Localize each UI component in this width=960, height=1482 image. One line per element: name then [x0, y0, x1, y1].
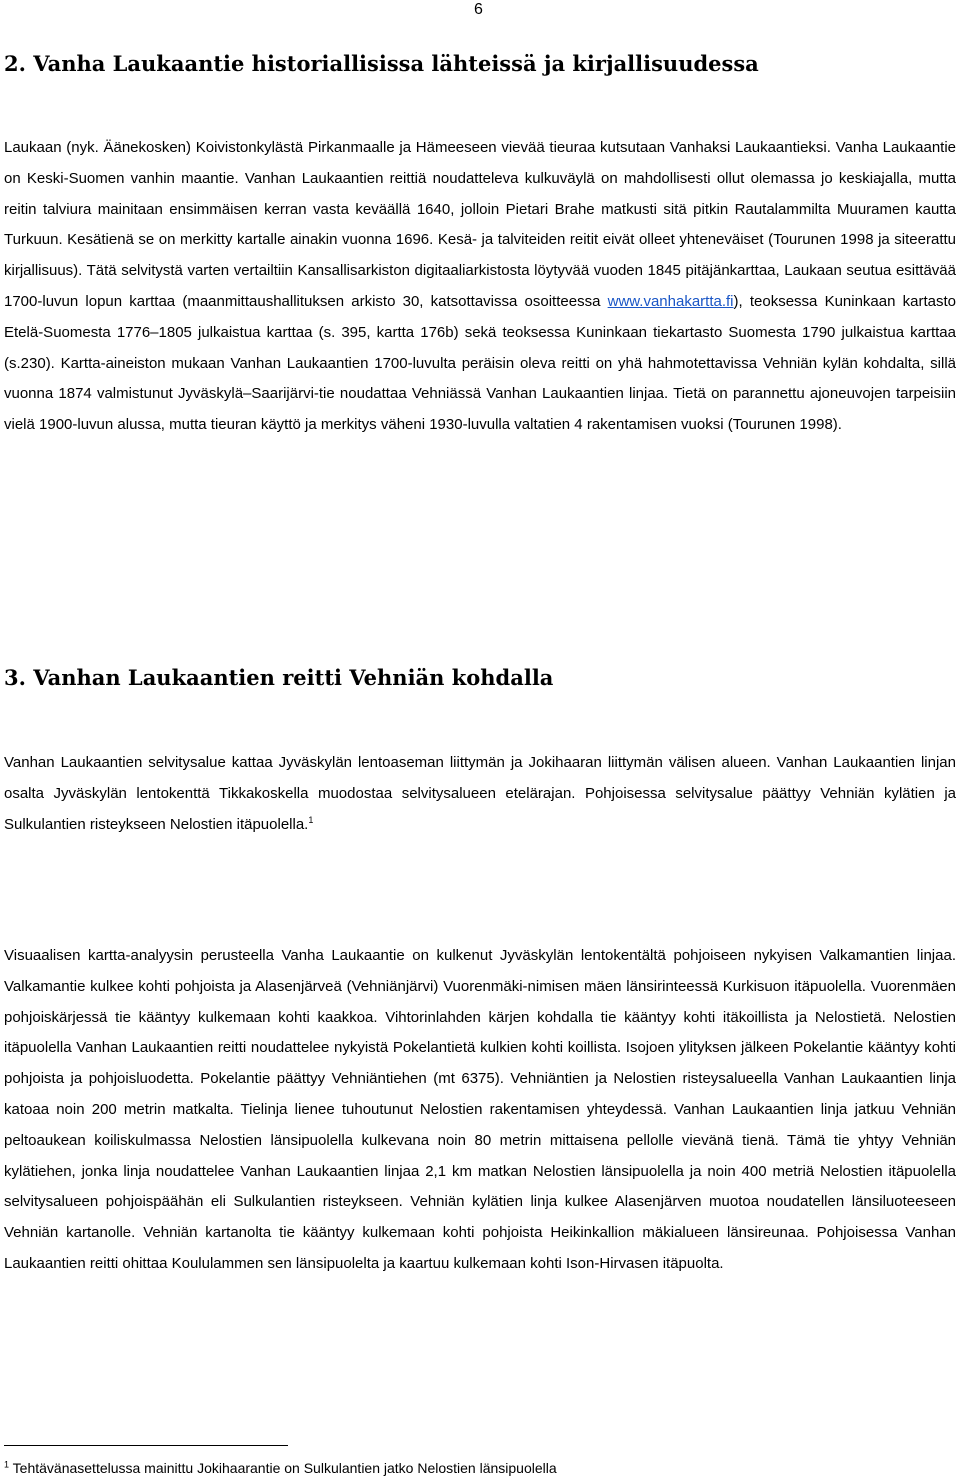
section-3-heading: 3. Vanhan Laukaantien reitti Vehniän kohdalla [4, 665, 554, 690]
footnote-number: 1 [4, 1459, 10, 1470]
footnote [4, 1458, 557, 1478]
page-number: 6 [474, 1, 483, 18]
vanhakartta-link[interactable]: www.vanhakartta.fi [607, 292, 734, 310]
section-3-paragraph-2: Visuaalisen kartta-analyysin perusteella Vanha Laukaantie on kulkenut Jyväskylän lentokentältä pohjoiseen nykyisen Valkamantien linjaa. Valkamantie kulkee kohti pohjoista ja Alasenjärveä (Vehniänjärvi) Vuorenmäki-nimisen mäen länsirinteessä Kurkisuon itäpuolella. Vuorenmäen pohjoiskärjessä tie kääntyy kulkemaan kohti kaakkoa. Vihtorinlahden kärjen kohdalla tie kääntyy kohti itäkoillista ja Nelostietä. Nelostien itäpuolella Vanhan Laukaantien reitti noudattelee nykyistä Pokelantietä kulkien kohti koillista. Isojoen ylityksen jälkeen Pokelantie kääntyy kohti pohjoista ja pohjoisluodetta. Pokelantie päättyy Vehniäntiehen (mt 6375). Vehniäntien ja Nelostien risteysalueella Vanhan Laukaantien linja katoaa noin 200 metrin matkalta. Tielinja lienee tuhoutunut Nelostien rakentamisen yhteydessä. Vanhan Laukaantien linja jatkuu Vehniän peltoaukean koiliskulmassa Nelostien länsipuolella kulkevana noin 80 metrin mittaisena pellolle vievänä tienä. Tämä tie yhtyy Vehniän kylätiehen, jonka linja noudattelee Vanhan Laukaantien linjaa 2,1 km matkan Nelostien länsipuolella ja noin 400 metriä Nelostien itäpuolella selvitysalueen pohjoispäähän eli Sulkulantien risteykseen. Vehniän kylätien linja kulkee Alasenjärven muotoa noudatellen länsiluoteeseen Vehniän kartanolle. Vehniän kartanolta tie kääntyy kulkemaan kohti pohjoista Heikinkallion mäkialueen länsireunaa. Pohjoisessa Vanhan Laukaantien reitti ohittaa Koululammen sen länsipuolelta ja kaartuu kulkemaan kohti Ison-Hirvasen itäpuolta. [4, 947, 956, 1272]
footnote-separator [4, 1445, 288, 1446]
section-2-paragraph [4, 133, 956, 441]
footnote-text: Tehtävänasettelussa mainittu Jokihaarantie on Sulkulantien jatko Nelostien länsipuolella [12, 1460, 557, 1476]
footnote-reference: 1 [308, 814, 314, 825]
section-2-text-part-1: Laukaan (nyk. Äänekosken) Koivistonkylästä Pirkanmaalle ja Hämeeseen vievää tieuraa kutsutaan Vanhaksi Laukaantieksi. Vanha Laukaantie on Keski-Suomen vanhin maantie. Vanhan Laukaantien reittiä noudatteleva kulkuväylä on mahdollisesti ollut olemassa jo keskiajalla, mutta reitin talviura mainitaan ensimmäisen kerran vasta keväällä 1640, jolloin Pietari Brahe matkusti sitä pitkin Rautalammilta Muuramen kautta Turkuun. Kesätienä se on merkitty kartalle ainakin vuonna 1696. Kesä- ja talviteiden reitit eivät olleet yhteneväiset (Tourunen 1998 ja siteerattu kirjallisuus). Tätä selvitystä varten vertailtiin Kansallisarkiston digitaaliarkistosta löytyvää vuoden 1845 pitäjänkarttaa, Laukaan seutua esittävää 1700-luvun lopun karttaa (maanmittaushallituksen arkisto 30, katsottavissa osoitteessa [4, 139, 956, 310]
section-2-text-part-2: ), teoksessa Kuninkaan kartasto Etelä-Suomesta 1776–1805 julkaistua karttaa (s. 395, kartta 176b) sekä teoksessa Kuninkaan tiekartasto Suomesta 1790 julkaistua karttaa (s.230). Kartta-aineiston mukaan Vanhan Laukaantien 1700-luvulta peräisin oleva reitti on yhä hahmotettavissa Vehniän kylän kohdalta, sillä vuonna 1874 valmistunut Jyväskylä–Saarijärvi-tie noudattaa Vehniässä Vanhan Laukaantien linjaa. Tietä on parannettu ajoneuvojen tarpeisiin vielä 1900-luvun alussa, mutta tieuran käyttö ja merkitys väheni 1930-luvulla valtatien 4 rakentamisen vuoksi (Tourunen 1998). [4, 292, 956, 434]
section-3-paragraph-1 [4, 748, 956, 840]
section-3-paragraph-1-text: Vanhan Laukaantien selvitysalue kattaa Jyväskylän lentoaseman liittymän ja Jokihaaran liittymän välisen alueen. Vanhan Laukaantien linjan osalta Jyväskylän lentokenttä Tikkakoskella muodostaa selvitysalueen etelärajan. Pohjoisessa selvitysalue päättyy Vehniän kylätien ja Sulkulantien risteykseen Nelostien itäpuolella. [4, 754, 956, 833]
section-2-heading: 2. Vanha Laukaantie historiallisissa lähteissä ja kirjallisuudessa [4, 51, 759, 76]
